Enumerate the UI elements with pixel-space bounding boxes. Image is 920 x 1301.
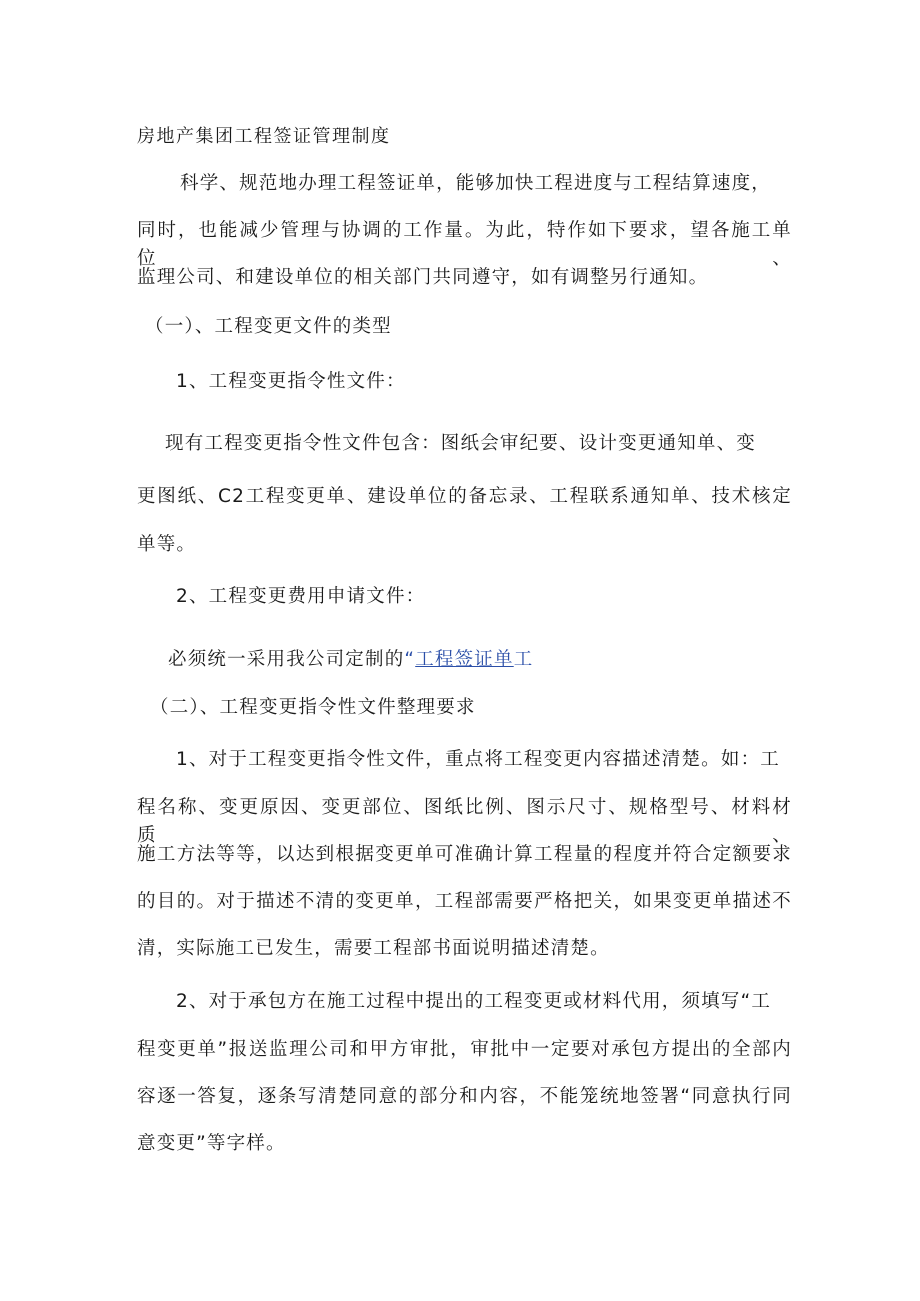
- item-2-heading: 2、工程变更费用申请文件：: [176, 586, 426, 607]
- intro-line-2: 同时，也能减少管理与协调的工作量。为此，特作如下要求，望各施工单位、: [137, 220, 792, 269]
- para-2-line-2: 程变更单”报送监理公司和甲方审批，审批中一定要对承包方提出的全部内: [137, 1039, 792, 1060]
- item-2-line-suffix: 工: [513, 649, 534, 670]
- para-1-line-4: 的目的。对于描述不清的变更单，工程部需要严格把关，如果变更单描述不: [137, 891, 792, 912]
- document-title: 房地产集团工程签证管理制度: [137, 126, 391, 147]
- para-2-line-4: 意变更”等字样。: [137, 1133, 286, 1154]
- section-1-heading: （一）、工程变更文件的类型: [145, 316, 392, 337]
- para-1-line-1: 1、对于工程变更指令性文件，重点将工程变更内容描述清楚。如：工: [176, 749, 780, 770]
- para-2-line-1: 2、对于承包方在施工过程中提出的工程变更或材料代用，须填写“工: [176, 991, 772, 1012]
- item-2-open-quote: “: [404, 649, 416, 670]
- item-1-line-2: 更图纸、C2工程变更单、建设单位的备忘录、工程联系通知单、技术核定: [137, 486, 792, 507]
- signoff-form-link[interactable]: 工程签证单: [415, 649, 514, 670]
- item-2-line: [168, 646, 533, 674]
- item-2-line-prefix: 必须统一采用我公司定制的: [168, 649, 405, 670]
- item-1-heading: 1、工程变更指令性文件：: [176, 371, 406, 392]
- item-1-line-3: 单等。: [137, 534, 197, 555]
- intro-line-1: 科学、规范地办理工程签证单，能够加快工程进度与工程结算速度，: [180, 173, 772, 194]
- intro-line-3: 监理公司、和建设单位的相关部门共同遵守，如有调整另行通知。: [137, 267, 709, 288]
- para-1-line-3: 施工方法等等，以达到根据变更单可准确计算工程量的程度并符合定额要求: [137, 844, 792, 865]
- para-1-line-2: 程名称、变更原因、变更部位、图纸比例、图示尺寸、规格型号、材料材质、: [137, 797, 792, 846]
- item-1-line-1: 现有工程变更指令性文件包含：图纸会审纪要、设计变更通知单、变: [165, 433, 757, 454]
- section-2-heading: （二）、工程变更指令性文件整理要求: [150, 697, 476, 718]
- para-1-line-5: 清，实际施工已发生，需要工程部书面说明描述清楚。: [137, 938, 610, 959]
- para-2-line-3: 容逐一答复，逐条写清楚同意的部分和内容，不能笼统地签署“同意执行同: [137, 1086, 792, 1107]
